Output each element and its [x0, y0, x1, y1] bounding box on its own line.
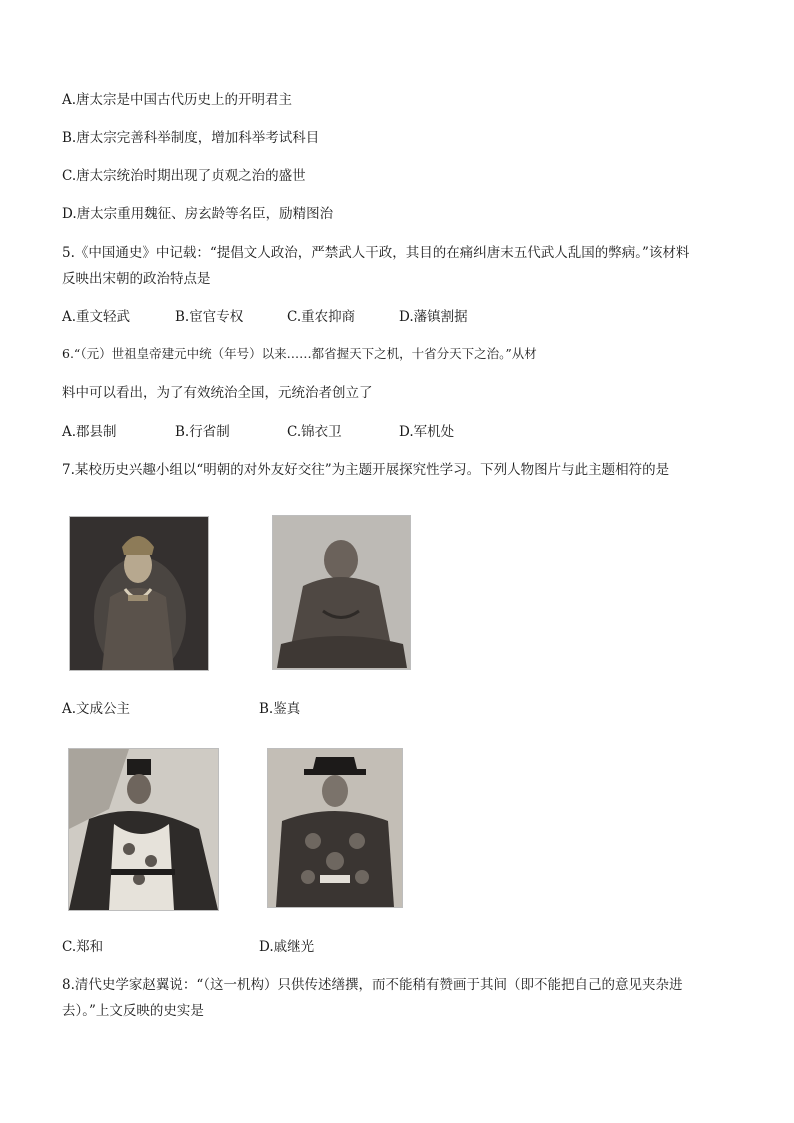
q7-stem: 7.某校历史兴趣小组以“明朝的对外友好交往”为主题开展探究性学习。下列人物图片与此主题相符的是: [62, 462, 670, 478]
portrait-jianzhen-image: [272, 515, 411, 670]
q6-option-c: C.锦衣卫: [287, 424, 342, 440]
q5-stem-line1: 5.《中国通史》中记载：“提倡文人政治，严禁武人干政，其目的在痛纠唐末五代武人乱国的弊病。”该材料: [62, 245, 690, 261]
q6-option-a: A.郡县制: [62, 424, 117, 440]
q6-stem-line2: 料中可以看出，为了有效统治全国，元统治者创立了: [62, 385, 373, 401]
q7-caption-c: C.郑和: [62, 939, 104, 955]
q7-caption-d: D.戚继光: [259, 939, 315, 955]
q4-option-b: B.唐太宗完善科举制度，增加科举考试科目: [62, 130, 320, 146]
portrait-qijiguang-image: [267, 748, 403, 908]
q6-option-b: B.行省制: [175, 424, 230, 440]
q4-option-a: A.唐太宗是中国古代历史上的开明君主: [62, 92, 293, 108]
q5-option-b: B.宦官专权: [175, 309, 244, 325]
q7-caption-b: B.鉴真: [259, 701, 301, 717]
portrait-wencheng-image: [69, 516, 209, 671]
q6-stem-line1: 6.“（元）世祖皇帝建元中统（年号）以来……都省握天下之机，十省分天下之治。”从材: [62, 346, 537, 361]
q5-option-d: D.藩镇割据: [399, 309, 468, 325]
q8-stem-line2: 去）。”上文反映的史实是: [62, 1003, 204, 1019]
q5-option-c: C.重农抑商: [287, 309, 356, 325]
q7-caption-a: A.文成公主: [62, 701, 131, 717]
q4-option-d: D.唐太宗重用魏征、房玄龄等名臣，励精图治: [62, 206, 334, 222]
q5-stem-line2: 反映出宋朝的政治特点是: [62, 271, 211, 287]
q5-option-a: A.重文轻武: [62, 309, 131, 325]
q8-stem-line1: 8.清代史学家赵翼说：“（这一机构）只供传述缮撰，而不能稍有赞画于其间（即不能把自己的意见夹杂进: [62, 977, 683, 993]
portrait-zhenghe-image: [68, 748, 219, 911]
q6-option-d: D.军机处: [399, 424, 455, 440]
q4-option-c: C.唐太宗统治时期出现了贞观之治的盛世: [62, 168, 306, 184]
